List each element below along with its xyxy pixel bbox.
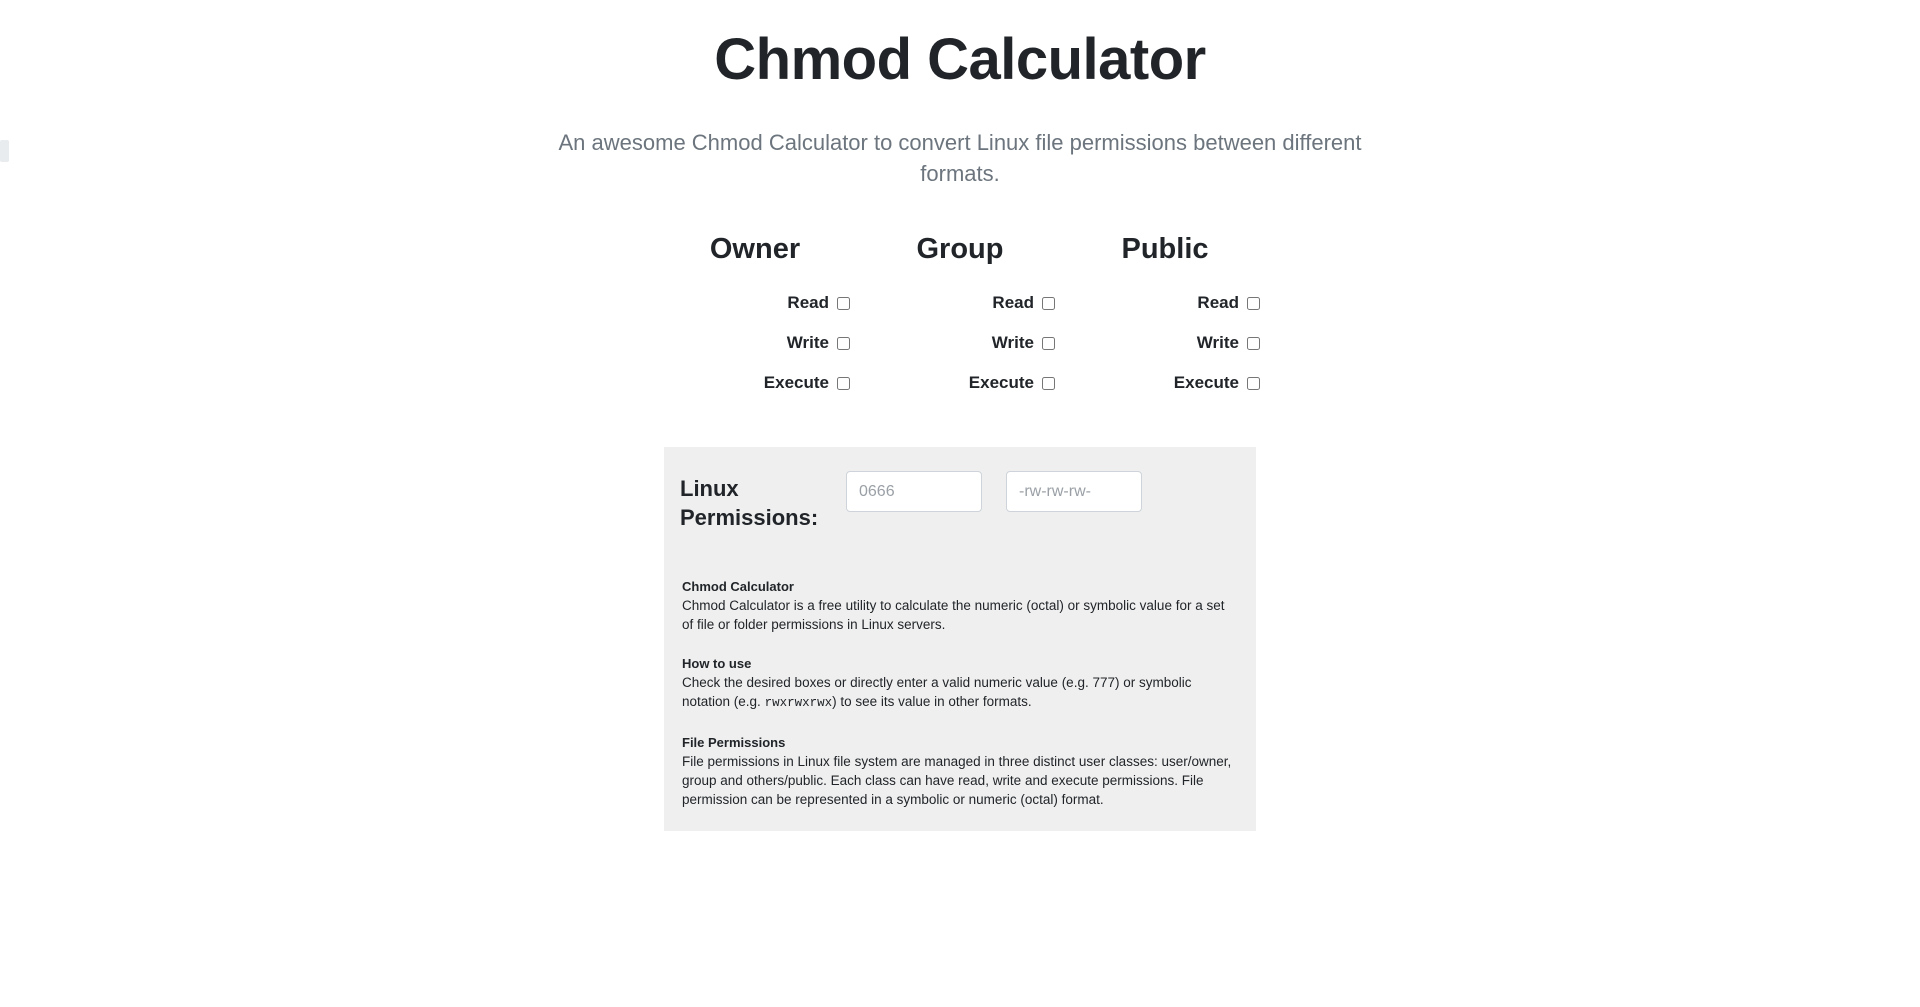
symbolic-input[interactable]: [1006, 471, 1142, 512]
checkbox-owner-read[interactable]: [837, 297, 850, 310]
permission-label-group-write: Write: [991, 333, 1034, 353]
permission-row-public-read: [1070, 283, 1260, 323]
checkbox-group-read[interactable]: [1042, 297, 1055, 310]
permission-label-public-execute: Execute: [1173, 373, 1239, 393]
checkbox-public-read[interactable]: [1247, 297, 1260, 310]
permission-column-owner: [660, 233, 850, 403]
how-to-use-text-1: Check the desired boxes or directly enter a valid numeric value (e.g. 777) or symbolic notation (e.g.: [682, 674, 1192, 710]
permission-label-public-read: Read: [1197, 293, 1239, 313]
permission-row-owner-write: [660, 323, 850, 363]
column-title-group: Group: [916, 233, 1004, 266]
octal-input[interactable]: [846, 471, 982, 512]
permission-row-owner-execute: [660, 363, 850, 403]
linux-permissions-label: Linux Permissions:: [680, 476, 819, 531]
permission-column-public: [1070, 233, 1260, 403]
checkbox-public-execute[interactable]: [1247, 377, 1260, 390]
permission-row-group-read: [865, 283, 1055, 323]
info-heading-how-to-use: How to use: [682, 655, 752, 671]
permission-label-owner-write: Write: [786, 333, 829, 353]
permission-label-group-execute: Execute: [968, 373, 1034, 393]
permission-row-owner-read: [660, 283, 850, 323]
permissions-output-row: [680, 471, 1240, 532]
checkbox-public-write[interactable]: [1247, 337, 1260, 350]
permission-label-owner-execute: Execute: [763, 373, 829, 393]
page-subtitle: An awesome Chmod Calculator to convert Linux file permissions between different formats.: [558, 130, 1362, 187]
permission-label-owner-read: Read: [787, 293, 829, 313]
info-heading-chmod-calculator: Chmod Calculator: [682, 578, 794, 594]
how-to-use-text-2: ) to see its value in other formats.: [832, 694, 1032, 710]
edge-artifact: [0, 140, 9, 162]
column-title-public: Public: [1121, 233, 1209, 266]
checkbox-group-execute[interactable]: [1042, 377, 1055, 390]
permission-label-public-write: Write: [1196, 333, 1239, 353]
permission-row-group-write: [865, 323, 1055, 363]
how-to-use-code: rwxrwxrwx: [764, 696, 833, 711]
info-section: [680, 579, 1240, 810]
permission-row-group-execute: [865, 363, 1055, 403]
checkbox-group-write[interactable]: [1042, 337, 1055, 350]
column-title-owner: Owner: [709, 233, 801, 266]
results-panel: [664, 447, 1256, 831]
info-heading-file-permissions: File Permissions: [682, 734, 786, 750]
page-title: Chmod Calculator: [714, 27, 1206, 92]
permission-column-group: [865, 233, 1055, 403]
info-body-file-permissions: File permissions in Linux file system are managed in three distinct user classes: user/owner, group and others/public. Each class can have read, write and execute permissions. File permission can be represented in a symbolic or numeric (octal) format.: [682, 753, 1232, 808]
permission-label-group-read: Read: [992, 293, 1034, 313]
checkbox-owner-write[interactable]: [837, 337, 850, 350]
permission-row-public-write: [1070, 323, 1260, 363]
checkbox-owner-execute[interactable]: [837, 377, 850, 390]
info-body-chmod-calculator: Chmod Calculator is a free utility to calculate the numeric (octal) or symbolic value for a set of file or folder permissions in Linux servers.: [682, 597, 1225, 632]
info-body-how-to-use: [682, 673, 1238, 713]
permission-row-public-execute: [1070, 363, 1260, 403]
permissions-grid: [660, 233, 1260, 403]
